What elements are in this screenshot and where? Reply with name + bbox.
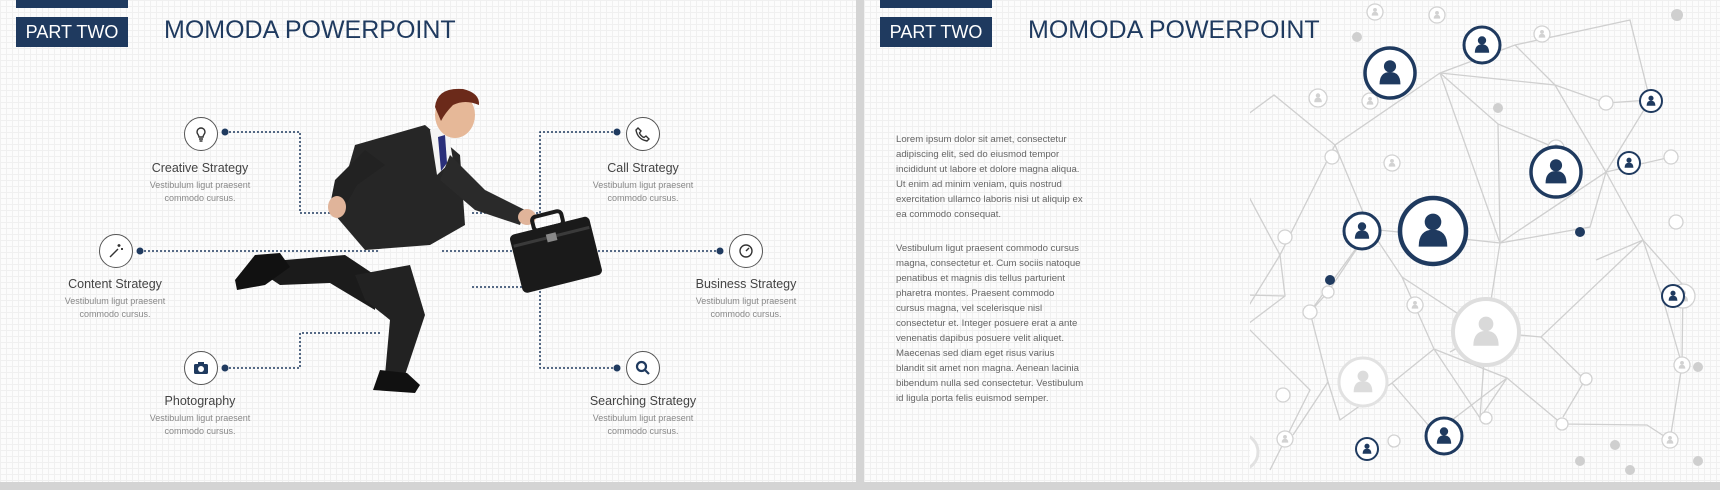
- faint-nodes: [1250, 4, 1703, 481]
- creative-strategy-label: Creative Strategy: [151, 161, 249, 175]
- gauge-icon[interactable]: [729, 234, 763, 268]
- camera-icon[interactable]: [184, 351, 218, 385]
- searching-strategy-label: Searching Strategy: [589, 394, 697, 408]
- part-tag: PART TWO: [880, 17, 992, 47]
- business-strategy-desc: Vestibulum ligut praesent: [695, 296, 797, 306]
- slide-title: MOMODA POWERPOINT: [164, 16, 456, 44]
- businessman-illustration: [225, 85, 645, 425]
- slide-business-strategies[interactable]: [0, 0, 856, 482]
- searching-strategy-desc-2: commodo cursus.: [607, 426, 679, 436]
- creative-strategy-desc: Vestibulum ligut praesent: [149, 180, 251, 190]
- bulb-icon[interactable]: [184, 117, 218, 151]
- body-paragraph-2: Vestibulum ligut praesent commodo cursus magna, consectetur et. Cum sociis natoque penatibus et magnis dis tellus parturient pharetra montes. Praesent commodo cursus magna, vel scelerisque nisl consectetur et. Integer posuere erat a ante venenatis dapibus posuere velit aliquet. Maecenas sed diam eget risus varius blandit sit amet non magna. Aenean lacinia bibendum nulla sed consectetur. Vestibulum id ligula porta felis euismod semper.: [896, 243, 1084, 404]
- content-strategy-desc-2: commodo cursus.: [79, 309, 151, 319]
- phone-icon[interactable]: [626, 117, 660, 151]
- call-strategy-label: Call Strategy: [607, 161, 679, 175]
- magic-wand-icon[interactable]: [99, 234, 133, 268]
- photography-label: Photography: [164, 394, 236, 408]
- slide-network-text[interactable]: [864, 0, 1720, 482]
- part-tag: PART TWO: [16, 17, 128, 47]
- body-paragraph-1: Lorem ipsum dolor sit amet, consectetur adipiscing elit, sed do eiusmod tempor incididunt ut labore et dolore magna aliqua. Ut enim ad minim veniam, quis nostrud exercitation ullamco laboris nisi ut aliquip ex ea commodo consequat.: [896, 134, 1083, 220]
- call-strategy-desc-2: commodo cursus.: [607, 193, 679, 203]
- people-network-diagram: [1250, 0, 1720, 482]
- searching-strategy-desc: Vestibulum ligut praesent: [592, 413, 694, 423]
- business-strategy-desc-2: commodo cursus.: [710, 309, 782, 319]
- photography-desc: Vestibulum ligut praesent: [149, 413, 251, 423]
- content-strategy-desc: Vestibulum ligut praesent: [64, 296, 166, 306]
- content-strategy-label: Content Strategy: [68, 277, 162, 291]
- tag-bar: [880, 0, 992, 8]
- creative-strategy-desc-2: commodo cursus.: [164, 193, 236, 203]
- photography-desc-2: commodo cursus.: [164, 426, 236, 436]
- business-strategy-label: Business Strategy: [695, 277, 797, 291]
- slide-title: MOMODA POWERPOINT: [1028, 16, 1320, 44]
- call-strategy-desc: Vestibulum ligut praesent: [592, 180, 694, 190]
- search-icon[interactable]: [626, 351, 660, 385]
